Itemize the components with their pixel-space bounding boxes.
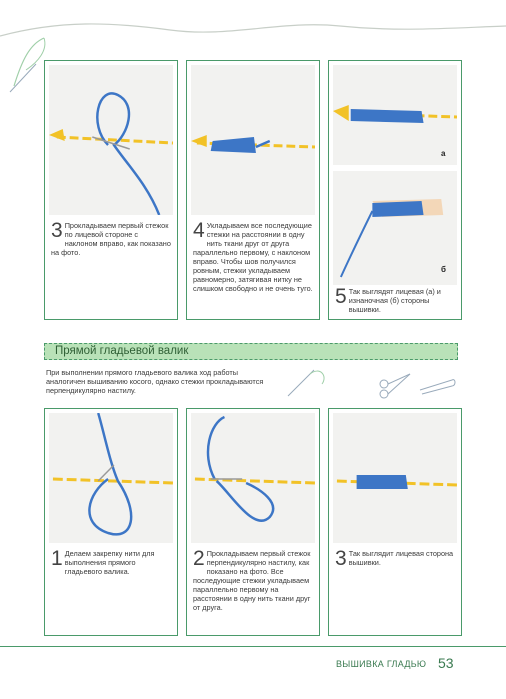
step-number: 5 <box>335 285 347 308</box>
step-photo <box>191 65 315 215</box>
scissors-icon <box>380 374 410 398</box>
needle-icon <box>288 370 324 396</box>
step-photo-back <box>333 171 457 285</box>
safety-pin-icon <box>420 380 455 394</box>
step-panel-bottom-1 <box>44 408 178 636</box>
step-text: Так выглядит лицевая сторона вышивки. <box>348 549 454 567</box>
step-photo <box>191 413 315 543</box>
step-text: Прокладываем первый стежок перпендикулярно настилу, как показано на фото. Все последующие стежки укладываем параллельно первому на расстоянии в одну нить ткани друг от друга. <box>193 549 311 612</box>
label-a: а <box>441 149 446 158</box>
step-number: 1 <box>51 547 63 570</box>
footer-divider <box>0 646 506 647</box>
step-photo <box>49 413 173 543</box>
step-panel-top-3 <box>44 60 178 320</box>
step-number: 3 <box>51 219 63 242</box>
page-number: 53 <box>438 655 454 671</box>
step-panel-bottom-3 <box>328 408 462 636</box>
step-panel-top-4 <box>186 60 320 320</box>
step-photo <box>333 413 457 543</box>
step-text: Укладываем все последующие стежки на расстоянии в одну нить ткани друг от друга параллельно первому, с наклоном вправо. Чтобы шов получился ровным, стежки укладываем равномерно, затягивая нитку не слишком свободно и не очень туго. <box>193 221 313 293</box>
step-photo <box>49 65 173 215</box>
sewing-tools-decoration <box>280 362 460 402</box>
needle-thread-sketch-icon <box>10 38 45 92</box>
footer-title: ВЫШИВКА ГЛАДЬЮ <box>336 659 427 669</box>
step-number: 4 <box>193 219 205 242</box>
step-text: Прокладываем первый стежок по лицевой стороне с наклоном вправо, как показано на фото. <box>51 221 171 257</box>
label-b: б <box>441 265 446 274</box>
step-number: 3 <box>335 547 347 570</box>
step-text: Делаем закрепку нити для выполнения прямого гладьевого валика. <box>64 549 155 576</box>
page-footer <box>0 646 506 699</box>
section-title: Прямой гладьевой валик <box>55 345 189 357</box>
step-panel-top-5 <box>328 60 462 320</box>
step-number: 2 <box>193 547 205 570</box>
step-panel-bottom-2 <box>186 408 320 636</box>
step-text: Так выглядят лицевая (а) и изнаночная (б) стороны вышивки. <box>348 287 441 314</box>
step-photo-front <box>333 65 457 165</box>
section-banner <box>44 343 458 360</box>
intro-text: При выполнении прямого гладьевого валика ход работы аналогичен вышиванию косого, однако стежки прокладываются перпендикулярно настилу. <box>46 368 264 395</box>
